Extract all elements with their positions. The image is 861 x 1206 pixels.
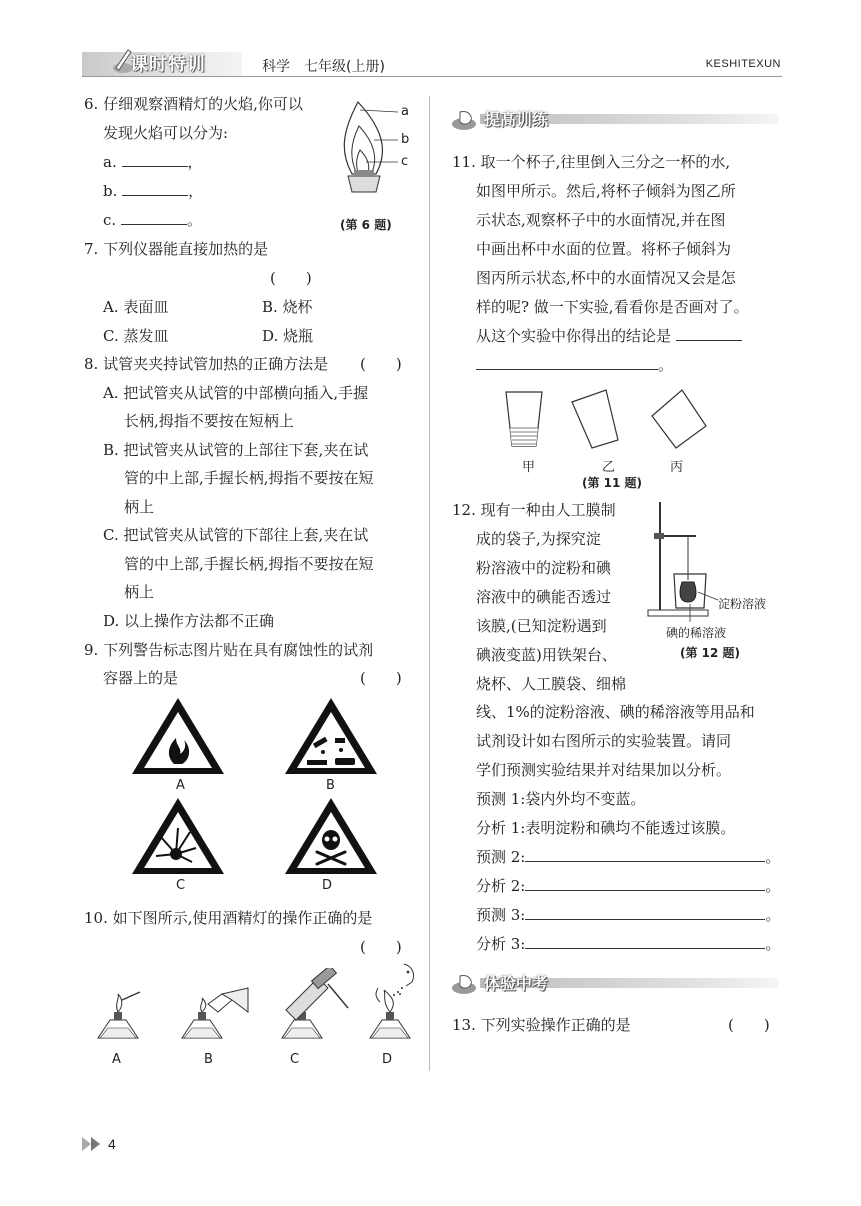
q8-option-a-line1[interactable]: A. 把试管夹从试管的中部横向插入,手握 — [103, 384, 369, 402]
header-subject: 科学 — [262, 59, 290, 75]
ribbon-icon — [450, 108, 482, 132]
q12-caption: (第 12 题) — [680, 646, 741, 660]
q8-option-b-line2: 管的中上部,手握长柄,拇指不要按在短 — [124, 469, 374, 487]
q10-stem: 10. 如下图所示,使用酒精灯的操作正确的是 — [84, 909, 373, 927]
page-arrow-icon — [82, 1137, 104, 1151]
cup-label-bing: 丙 — [670, 460, 684, 475]
q12-analysis-2-blank[interactable] — [525, 874, 765, 891]
q12-line5: 该膜,(已知淀粉遇到 — [476, 617, 607, 635]
q10-answer-paren[interactable]: ( ) — [360, 938, 402, 956]
q10-label-a: A — [112, 1052, 121, 1067]
column-divider — [429, 96, 430, 1071]
lamp-refill-c-figure[interactable] — [272, 968, 352, 1048]
q9-label-c: C — [176, 878, 186, 893]
q9-label-a: A — [176, 778, 185, 793]
q11-cups-figure[interactable] — [500, 386, 720, 462]
section-title-tiyan: 体验中考 — [484, 974, 549, 993]
q12-full-line2: 试剂设计如右图所示的实验装置。请同 — [476, 732, 732, 750]
q10-label-b: B — [204, 1052, 213, 1067]
q8-option-b-line3: 柄上 — [124, 498, 155, 516]
q11-line4: 中画出杯中水面的位置。将杯子倾斜为 — [476, 240, 732, 258]
section-header-tigao — [450, 108, 778, 130]
q6-blank-c[interactable] — [121, 208, 187, 225]
cup-label-jia: 甲 — [522, 460, 536, 475]
q11-line7: 从这个实验中你得出的结论是 — [476, 322, 742, 350]
q6-caption: (第 6 题) — [340, 218, 392, 232]
q7-option-d[interactable]: D. 烧瓶 — [262, 327, 314, 345]
q12-analysis-1: 分析 1:表明淀粉和碘均不能透过该膜。 — [476, 819, 736, 837]
q12-analysis-3: 分析 3: 。 — [476, 930, 780, 958]
q6-label-a: a — [401, 104, 409, 119]
q8-option-c-line2: 管的中上部,手握长柄,拇指不要按在短 — [124, 555, 374, 573]
q11-line6: 样的呢? 做一下实验,看看你是否画对了。 — [476, 298, 749, 316]
brand-title: 课时特训 — [130, 54, 206, 75]
page-number: 4 — [108, 1136, 116, 1152]
q6-label-b: b — [401, 132, 410, 147]
toxic-warning-sign-icon[interactable] — [283, 796, 379, 878]
q12-prediction-2-blank[interactable] — [525, 845, 765, 862]
q12-full-line1: 线、1%的淀粉溶液、碘的稀溶液等用品和 — [476, 703, 755, 721]
q12-prediction-3: 预测 3: 。 — [476, 901, 780, 929]
q10-label-c: C — [290, 1052, 300, 1067]
lamp-lighting-b-figure[interactable] — [178, 982, 250, 1048]
q9-answer-paren[interactable]: ( ) — [360, 669, 402, 687]
q12-analysis-3-blank[interactable] — [525, 932, 765, 949]
q6-option-a: a. ， — [103, 148, 203, 176]
section-title-tigao: 提高训练 — [484, 110, 549, 129]
header-brand-latin: KESHITEXUN — [705, 58, 781, 70]
header-grade: 七年级(上册) — [304, 59, 385, 75]
q11-line3: 示状态,观察杯子中的水面情况,并在图 — [476, 211, 726, 229]
q6-line1: 6. 仔细观察酒精灯的火焰,你可以 — [84, 95, 303, 113]
q6-option-c: c. 。 — [103, 206, 202, 234]
q7-option-c[interactable]: C. 蒸发皿 — [103, 327, 169, 345]
q9-line1: 9. 下列警告标志图片贴在具有腐蚀性的试剂 — [84, 641, 374, 659]
q11-answer-blank-1[interactable] — [676, 324, 742, 341]
q7-stem: 7. 下列仪器能直接加热的是 — [84, 240, 269, 258]
q12-line6: 碘液变蓝)用铁架台、 — [476, 646, 617, 664]
q13-answer-paren[interactable]: ( ) — [728, 1016, 770, 1034]
q8-stem: 8. 试管夹夹持试管加热的正确方法是 — [84, 355, 329, 373]
q6-blank-a[interactable] — [122, 150, 188, 167]
q12-full-line3: 学们预测实验结果并对结果加以分析。 — [476, 761, 732, 779]
q12-prediction-2: 预测 2: 。 — [476, 843, 780, 871]
q8-option-c-line1[interactable]: C. 把试管夹从试管的下部往上套,夹在试 — [103, 526, 369, 544]
q12-line1: 12. 现有一种由人工膜制 — [452, 501, 616, 519]
q9-label-d: D — [322, 878, 333, 893]
header-rule — [82, 76, 782, 77]
q13-stem: 13. 下列实验操作正确的是 — [452, 1016, 631, 1034]
ribbon-icon — [450, 972, 482, 996]
q9-label-b: B — [326, 778, 335, 793]
q12-line2: 成的袋子,为探究淀 — [476, 530, 601, 548]
q12-line7: 烧杯、人工膜袋、细棉 — [476, 675, 627, 693]
q6-label-c: c — [401, 154, 409, 169]
q8-option-d[interactable]: D. 以上操作方法都不正确 — [103, 612, 275, 630]
q11-line1: 11. 取一个杯子,往里倒入三分之一杯的水, — [452, 153, 731, 171]
q12-analysis-2: 分析 2: 。 — [476, 872, 780, 900]
q8-option-c-line3: 柄上 — [124, 583, 155, 601]
q12-prediction-1: 预测 1:袋内外均不变蓝。 — [476, 790, 646, 808]
cup-label-yi: 乙 — [602, 460, 616, 475]
q11-line2: 如图甲所示。然后,将杯子倾斜为图乙所 — [476, 182, 736, 200]
q6-blank-b[interactable] — [122, 179, 188, 196]
explosive-warning-sign-icon[interactable] — [130, 796, 226, 878]
q8-option-a-line2: 长柄,拇指不要按在短柄上 — [124, 412, 294, 430]
q12-line3: 粉溶液中的淀粉和碘 — [476, 559, 612, 577]
corrosive-warning-sign-icon[interactable] — [283, 696, 379, 778]
q12-prediction-3-blank[interactable] — [525, 903, 765, 920]
q6-option-b: b. ， — [103, 177, 203, 205]
lamp-blowout-d-figure[interactable] — [366, 962, 426, 1048]
q8-option-b-line1[interactable]: B. 把试管夹从试管的上部往下套,夹在试 — [103, 441, 369, 459]
q11-line8: 。 — [476, 351, 673, 379]
q7-answer-paren[interactable]: ( ) — [270, 269, 312, 287]
label-starch-solution: 淀粉溶液 — [718, 597, 767, 611]
q7-option-a[interactable]: A. 表面皿 — [103, 298, 169, 316]
label-iodine-solution: 碘的稀溶液 — [666, 626, 727, 640]
q11-answer-blank-2[interactable] — [476, 353, 658, 370]
lamp-lighting-a-figure[interactable] — [92, 990, 144, 1048]
alcohol-lamp-flame-figure — [330, 92, 410, 212]
q8-answer-paren[interactable]: ( ) — [360, 355, 402, 373]
q12-line4: 溶液中的碘能否透过 — [476, 588, 612, 606]
q9-line2: 容器上的是 — [103, 669, 179, 687]
q6-line2: 发现火焰可以分为: — [103, 124, 229, 142]
flammable-warning-sign-icon[interactable] — [130, 696, 226, 778]
q7-option-b[interactable]: B. 烧杯 — [262, 298, 313, 316]
q11-line5: 图丙所示状态,杯中的水面情况又会是怎 — [476, 269, 736, 287]
q11-caption: (第 11 题) — [582, 476, 643, 490]
q10-label-d: D — [382, 1052, 393, 1067]
section-header-tiyan — [450, 972, 778, 994]
